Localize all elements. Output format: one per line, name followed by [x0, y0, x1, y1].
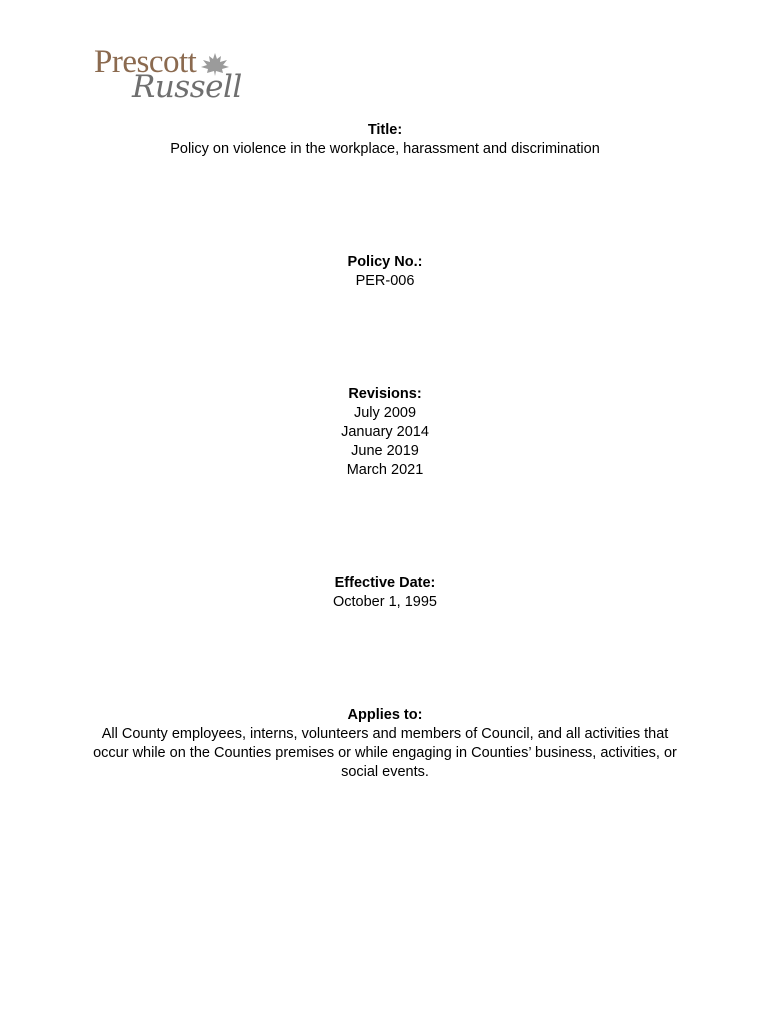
revisions-label: Revisions:	[348, 386, 422, 402]
policy-number-section	[0, 253, 770, 291]
revisions-section	[0, 385, 770, 480]
policy-number-label: Policy No.:	[347, 254, 423, 270]
policy-number-value: PER-006	[355, 273, 415, 289]
effective-date-section	[0, 574, 770, 612]
title-section	[0, 121, 770, 159]
logo-text-russell: Russell	[132, 69, 242, 105]
applies-to-label: Applies to:	[347, 707, 423, 723]
revision-item: March 2021	[346, 462, 424, 478]
applies-to-section	[0, 706, 770, 782]
title-value: Policy on violence in the workplace, harassment and discrimination	[170, 141, 600, 157]
effective-date-value: October 1, 1995	[333, 594, 437, 610]
logo	[92, 46, 262, 108]
applies-to-value: All County employees, interns, volunteers and members of Council, and all activities that occur while on the Counties premises or while engaging in Counties’ business, activities, or social events.	[93, 726, 677, 780]
revision-item: January 2014	[341, 424, 429, 440]
logo-text-prescott: Prescott	[94, 44, 197, 80]
revision-item: July 2009	[353, 405, 417, 421]
effective-date-label: Effective Date:	[334, 575, 436, 591]
revision-item: June 2019	[351, 443, 419, 459]
title-label: Title:	[367, 122, 403, 138]
